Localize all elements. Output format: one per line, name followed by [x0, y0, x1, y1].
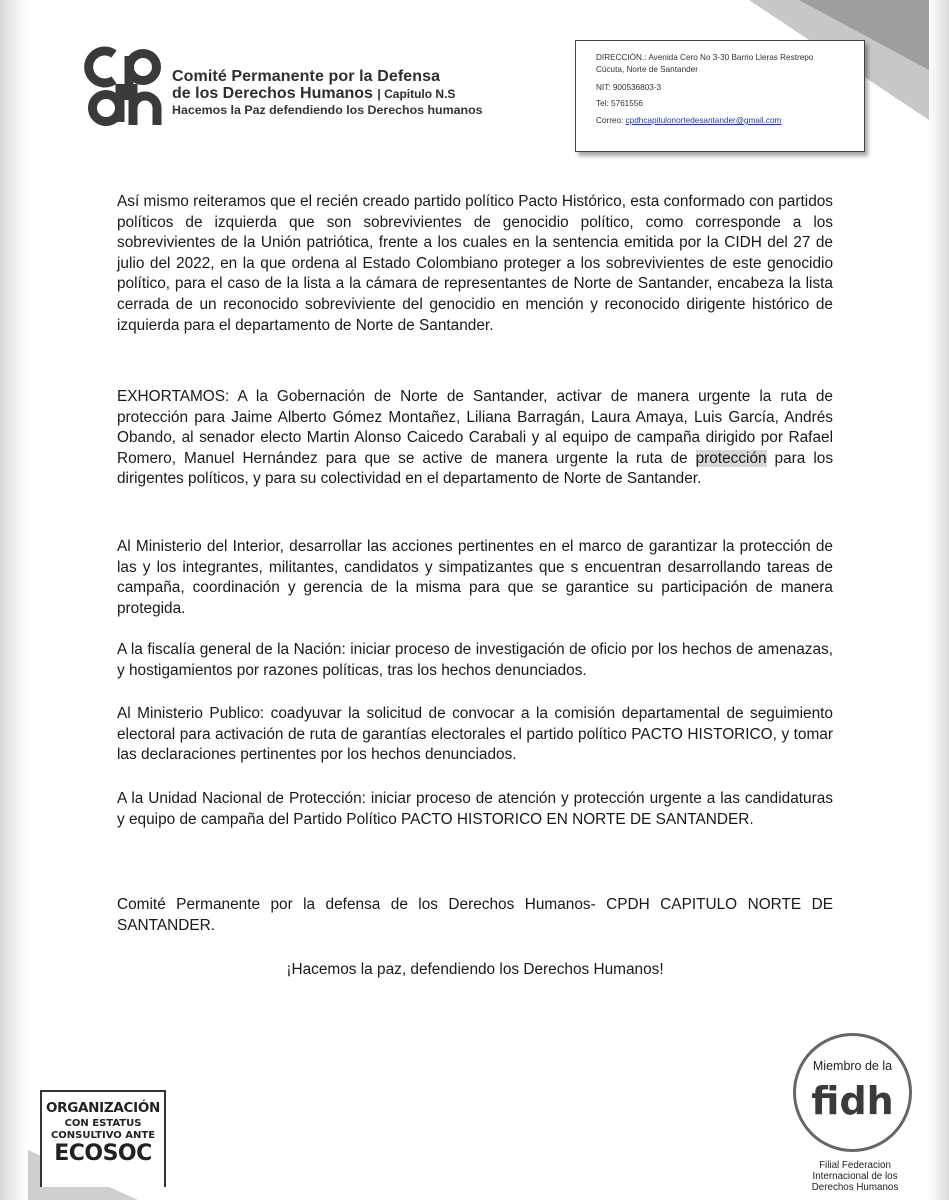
fidh-caption	[800, 1160, 910, 1193]
city-line: Cúcuta, Norte de Santander	[596, 65, 698, 74]
email-line	[596, 116, 781, 125]
ecosoc-badge	[40, 1090, 166, 1187]
org-name-line2-text: de los Derechos Humanos	[172, 85, 373, 102]
organization-name	[172, 68, 483, 118]
closing-slogan: ¡Hacemos la paz, defendiendo los Derechos Humanos!	[286, 961, 664, 978]
fidh-caption-line2: Internacional de los	[812, 1171, 898, 1182]
fidh-caption-line3: Derechos Humanos	[811, 1182, 899, 1193]
fidh-logo-text: fidh	[811, 1079, 894, 1123]
org-slogan: Hacemos la Paz defendiendo los Derechos humanos	[172, 103, 483, 117]
signature-organization: Comité Permanente por la defensa de los Derechos Humanos- CPDH CAPITULO NORTE DE SANTANDER.	[117, 896, 833, 934]
paragraph-unp: A la Unidad Nacional de Protección: iniciar proceso de atención y protección urgente a las candidaturas y equipo de campaña del Partido Político PACTO HISTORICO EN NORTE DE SANTANDER.	[117, 790, 833, 828]
org-name-line1: Comité Permanente por la Defensa	[172, 68, 441, 85]
fidh-caption-line1: Filial Federacion	[819, 1160, 891, 1171]
org-chapter: | Capitulo N.S	[377, 87, 456, 101]
ecosoc-line3: CONSULTIVO ANTE	[50, 1130, 156, 1141]
page-edge-left	[0, 0, 28, 1200]
email-label: Correo:	[596, 116, 626, 125]
tel-line: Tel: 5761556	[596, 99, 643, 108]
address-box	[575, 40, 865, 152]
paragraph-fiscalia: A la fiscalía general de la Nación: iniciar proceso de investigación de oficio por los hechos de amenazas, y hostigamientos por razones políticas, tras los hechos denunciados.	[117, 641, 833, 679]
paragraph-ministerio-interior: Al Ministerio del Interior, desarrollar las acciones pertinentes en el marco de garantizar la protección de las y los integrantes, militantes, candidatos y simpatizantes que s encuentran desarrollando tareas de campaña, coordinación y gerencia de la misma para que se garantice su participación de manera protegida.	[117, 538, 833, 617]
address-line: DIRECCIÓN.: Avenida Cero No 3-30 Barrio Lleras Restrepo	[596, 53, 814, 62]
highlighted-word: protección	[695, 449, 767, 467]
fidh-top-text: Miembro de la	[812, 1059, 893, 1073]
fidh-badge	[790, 1030, 915, 1155]
page-edge-right	[927, 0, 949, 1200]
email-link[interactable]: cpdhcapitulonortedesantander@gmail.com	[625, 116, 782, 125]
paragraph-2-start: EXHORTAMOS: A la Gobernación de Norte de Santander, activar de manera urgente la ruta de protección para Jaime Alberto Gómez Montañez, Liliana Barragán, Laura Amaya, Luis García, Andrés Obando, al senador electo Martin Alonso Caicedo Carabali y al equipo de campaña dirigido por Rafael Romero, Manuel Hernández para que se active de manera urgente la ruta de	[117, 388, 833, 467]
cpdh-logo	[80, 40, 170, 135]
ecosoc-line1: ORGANIZACIÓN	[45, 1100, 161, 1116]
paragraph-exhortamos	[117, 387, 833, 490]
paragraph-2-end: para los dirigentes políticos, y para su colectividad en el departamento de Norte de Santander.	[117, 449, 834, 488]
ecosoc-line4: ECOSOC	[54, 1141, 152, 1166]
ecosoc-line2: CON ESTATUS	[64, 1118, 142, 1129]
paragraph-ministerio-publico: Al Ministerio Publico: coadyuvar la solicitud de convocar a la comisión departamental de seguimiento electoral para activación de ruta de garantías electorales el partido político PACTO HISTORICO, y tomar las declaraciones pertinentes por los hechos denunciados.	[117, 705, 833, 764]
nit-line: NIT: 900536803-3	[596, 83, 662, 92]
paragraph-1: Así mismo reiteramos que el recién creado partido político Pacto Histórico, esta conformado con partidos políticos de izquierda que son sobrevivientes de genocidio político, como corresponde a los sobrevivientes de la Unión patriótica, frente a los cuales en la sentencia emitida por la CIDH del 27 de julio del 2022, en la que ordena al Estado Colombiano proteger a los sobrevivientes de este genocidio político, para el caso de la lista a la cámara de representantes de Norte de Santander, encabeza la lista cerrada de un reconocido sobreviviente del genocidio en mención y reconocido dirigente histórico de izquierda para el departamento de Norte de Santander.	[117, 193, 834, 334]
org-name-line2	[172, 85, 483, 103]
